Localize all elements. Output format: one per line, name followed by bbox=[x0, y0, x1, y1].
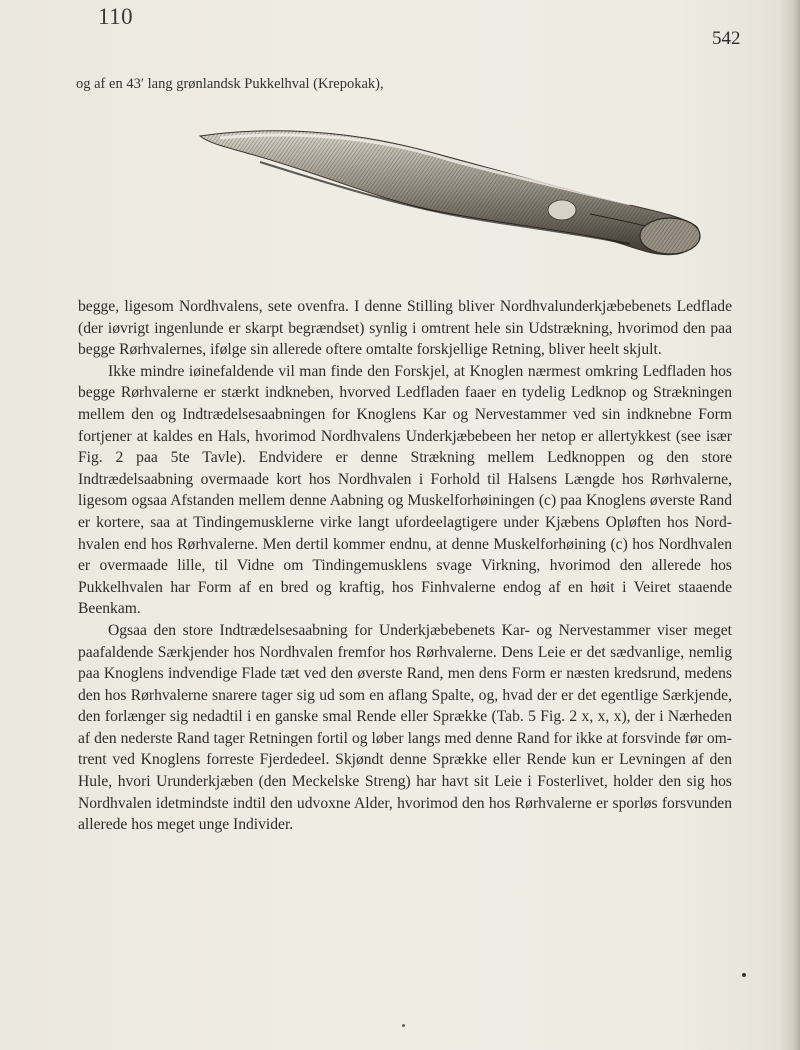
page-number: 542 bbox=[712, 28, 741, 49]
jawbone-illustration bbox=[130, 118, 710, 278]
paragraph-2: Ikke mindre iøinefaldende vil man finde den Forskjel, at Knoglen nærmest omkring Ledfladen hos begge Rørhvalerne er stærkt indkneben, hvorved Ledfladen faaer en tydelig Ledknop og Strækningen mellem den og Indtrædelsesaabningen for Knoglens Kar og Nervestammer ved sin indknebne Form fortjener at kaldes en Hals, hvorimod Nordhvalens Underkjæbebeen her netop er allertykkest (see især Fig. 2 paa 5te Tavle). Endvidere er denne Strækning mellem Ledknoppen og den store Indtrædelsaabning overmaade kort hos Nordhvalen i Forhold til Halsens Længde hos Rørhvalerne, ligesom ogsaa Afstanden mellem denne Aabning og Muskelforhøiningen (c) paa Knoglens øverste Rand er kortere, saa at Tindingemusklerne virke langt ufordeelagtigere under Kjæbens Opløften hos Nordhvalen end hos Rørhvalerne. Men dertil kommer endnu, at denne Muskelforhøining (c) hos Nordhvalen er overmaade lille, til Vidne om Tindingemusklens svage Virkning, hvorimod den allerede hos Pukkelhvalen har Form af en bred og kraftig, hos Finhvalerne endog af en høit i Veiret staaende Beenkam. bbox=[78, 362, 732, 618]
page-edge-shadow bbox=[778, 0, 800, 1050]
handwritten-page-number: 110 bbox=[98, 4, 134, 29]
paragraph-3: Ogsaa den store Indtrædelsesaabning for Underkjæbebenets Kar- og Nervestammer viser meget paafaldende Særkjender hos Nordhvalen fremfor hos Rørhvalerne. Dens Leie er det sædvanlige, nemlig paa Knoglens indvendige Flade tæt ved den øverste Rand, men dens Form er næsten kredsrund, medens den hos Rørhvalerne snarere tager sig ud som en aflang Spalte, og, hvad der er det egentlige Særkjende, den forlænger sig nedadtil i en ganske smal Rende eller Sprække (Tab. 5 Fig. 2 x, x, x), der i Nærheden af den nederste Rand tager Retningen fortil og løber langs med denne Rand for ikke at forsvinde før omtrent ved Knoglens forreste Fjerdedeel. Skjøndt denne Sprække eller Rende kun er Levningen af den Hule, hvori Urunderkjæben (den Meckelske Streng) har havt sit Leie i Fosterlivet, holder den sig hos Nordhvalen idetmindste indtil den udvoxne Alder, hvorimod den hos Rørhvalerne er sporløs forsvunden allerede hos meget unge Individer. bbox=[78, 621, 732, 834]
ink-speck bbox=[402, 1024, 405, 1027]
paragraph-1: begge, ligesom Nordhvalens, sete ovenfra. I denne Stilling bliver Nordhvalunderkjæbebenets Ledflade (der iøvrigt ingenlunde er skarpt begrændset) synlig i omtrent hele sin Udstrækning, hvorimod den paa begge Rørhvalernes, ifølge sin allerede oftere omtalte forskjellige Retning, bliver heelt skjult. bbox=[78, 298, 732, 359]
ink-speck bbox=[742, 973, 746, 977]
body-text bbox=[78, 296, 732, 836]
figure-caption: og af en 43′ lang grønlandsk Pukkelhval (Krepokak), bbox=[76, 76, 384, 92]
